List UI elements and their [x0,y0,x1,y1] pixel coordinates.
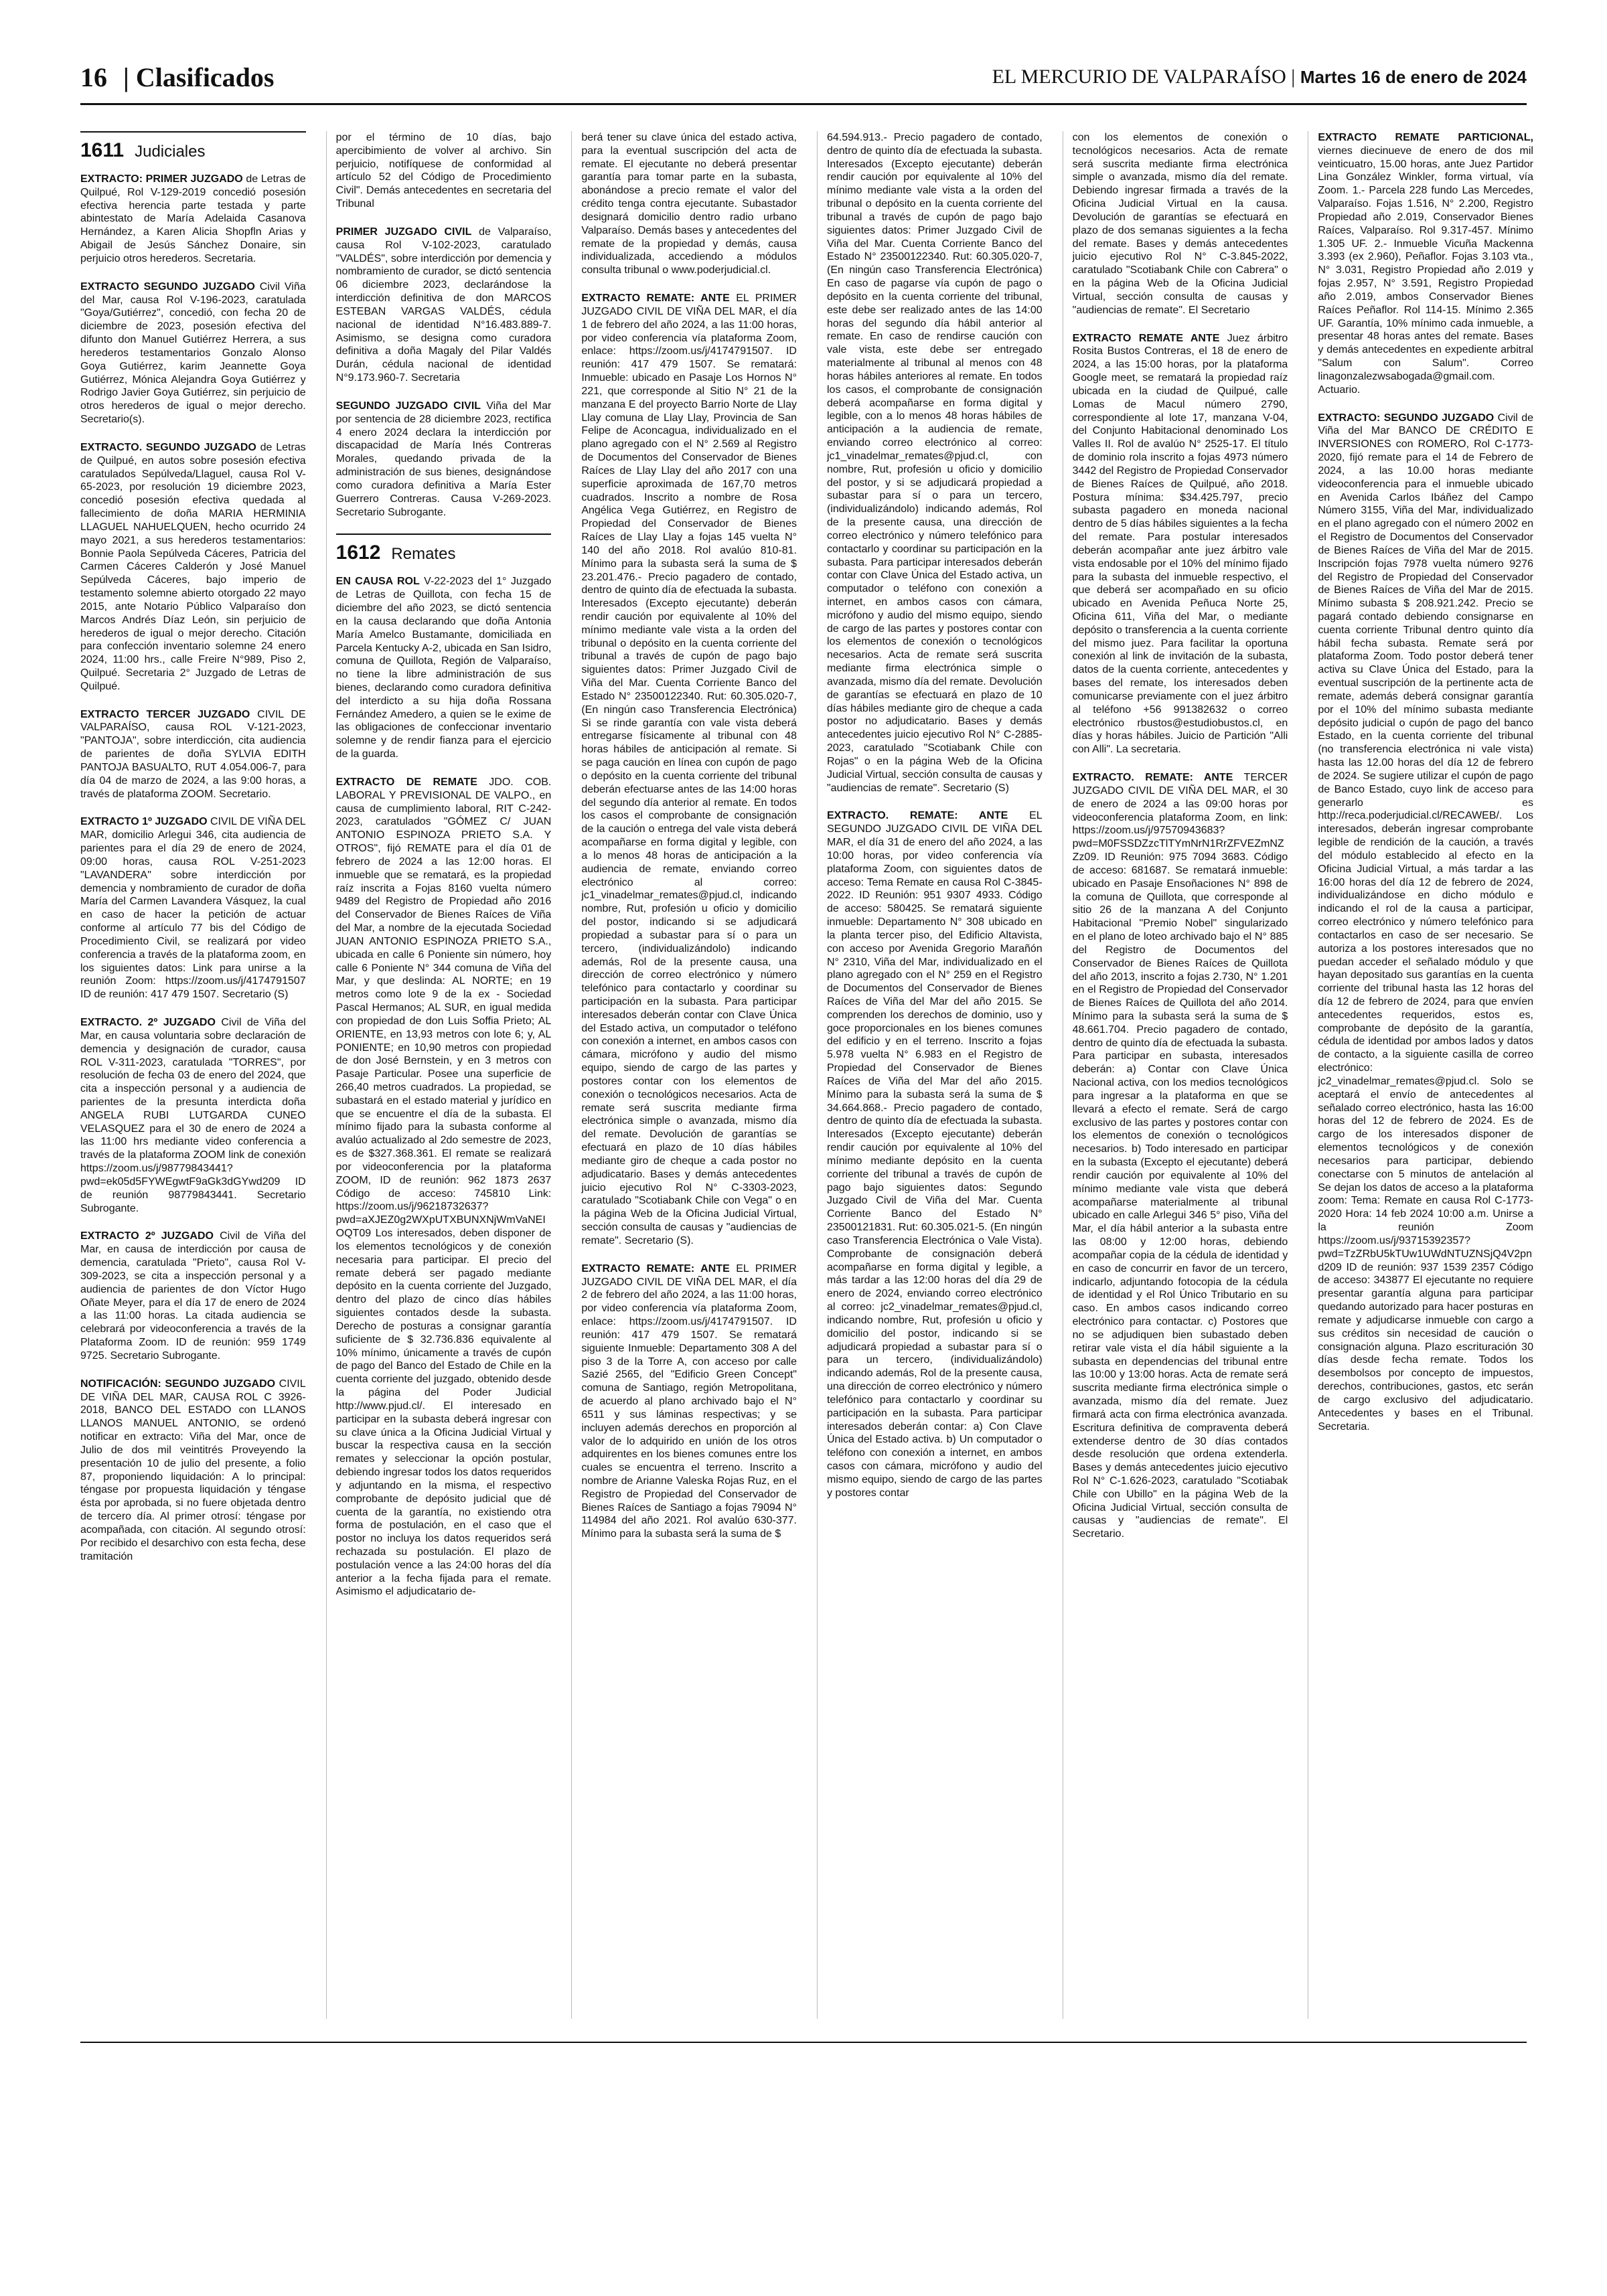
notice-body: 64.594.913.- Precio pagadero de contado, dentro de quinto día de efectuada la subasta. Interesados (Excepto ejecutante) deberán rendir caución por equivalente al 10% del mínimo mediante vale vista a la orden del tribunal o depósito en la cuenta corriente del tribunal a través de cupón de pago bajo siguientes datos: Primer Juzgado Civil de Viña del Mar. Cuenta Corriente Banco del Estado N° 23500122340. Rut: 60.305.020-7, (En ningún caso Transferencia Electrónica) En caso de pagarse vía cupón de pago o depósito en la cuenta corriente del tribunal, este debe ser realizado antes de las 14:00 horas del segundo día hábil anterior al remate. En caso de rendirse caución con vale vista, este debe ser entregado materialmente al tribunal al menos con 48 horas hábiles anteriores al remate. En todos los casos, el comprobante de consignación deberá acompañarse en forma digital y legible, con a lo menos 48 horas hábiles de anticipación a la audiencia de remate, enviando correo electrónico al correo: jc1_vinadelmar_remates@pjud.cl, con nombre, Rut, profesión u oficio y domicilio del postor, y si se adjudicará propiedad a subastar para sí o para un tercero, (individualizándolo) indicando además, Rol de la presente causa, una dirección de correo electrónico y número telefónico para contactarlo y coordinar su participación en la subasta. Para participar interesados deberán contar con Clave Única del Estado activa, un computador o teléfono con conexión a internet, en ambos casos con cámara, micrófono y audio del mismo equipo, siendo de cargo de las partes y postores contar con los elementos de conexión o tecnológicos necesarios. Acta de remate será suscrita mediante firma electrónica simple o avanzada, mismo día del remate. Devolución de garantías se efectuará en plazo de 10 días hábiles mediante giro de cheque a cada postor no adjudicatario. Bases y demás antecedentes juicio ejecutivo Rol N° C-2885-2023, caratulado "Scotiabank Chile con Rojas" o en la página Web de la Oficina Judicial Virtual, sección consulta de causas y "audiencias de remate". Secretario (S) [826,132,1043,794]
notice-body: EL PRIMER JUZGADO CIVIL DE VIÑA DEL MAR, el día 2 de febrero del año 2024, a las 11:00 horas, por video conferencia vía plataforma Zoom, enlace: https://zoom.us/j/4174791507. ID reunión: 417 479 1507. Se rematará siguiente Inmueble: Departamento 308 A del piso 3 de la Torre A, con acceso por calle Sazié 2565, del "Edificio Green Concept" comuna de Santiago, región Metropolitana, de acuerdo al plano archivado bajo el N° 6511 y sus láminas respectivas; y se incluyen además derechos en proporción al valor de lo adquirido en unión de los otros adquirentes en los bienes comunes entre los cuales se encuentra el terreno. Inscrito a nombre de Arianne Valeska Rojas Ruz, en el Registro de Propiedad del Conservador de Bienes Raíces de Santiago a fojas 79094 N° 114984 del año 2021. Rol avalúo 630-377. Mínimo para la subasta será la suma de $ [581,1262,797,1540]
notice-body: JDO. COB. LABORAL Y PREVISIONAL DE VALPO., en causa de cumplimiento laboral, RIT C-242-2023, caratulados "GÓMEZ C/ JUAN ANTONIO ESPINOZA PRIETO S.A. Y OTROS", fijó REMATE para el día 01 de febrero de 2024 a las 12:00 horas. El inmueble que se rematará, es la propiedad raíz inscrita a Fojas 8160 vuelta número 9489 del Registro de Propiedad año 2016 del Conservador de Bienes Raíces de Viña del Mar, a nombre de la ejecutada Sociedad JUAN ANTONIO ESPINOZA PRIETO S.A., ubicada en calle 6 Poniente sin número, hoy calle 6 Poniente N° 344 comuna de Viña del Mar, y que deslinda: AL NORTE; en 19 metros como lote 9 de la ex - Sociedad Pascal Hermanos; AL SUR, en igual medida con propiedad de don Luis Soffia Prieto; AL ORIENTE, en 13,93 metros con lote 6; y, AL PONIENTE; en 10,90 metros con propiedad de don José Bernstein, y en 3 metros con Pasaje Particular. Posee una superficie de 266,40 metros cuadrados. La propiedad, se subastará en el estado material y jurídico en que se encuentre el día de la subasta. El mínimo fijado para la subasta conforme al avalúo actualizado al 2do semestre de 2023, es de $327.368.361. El remate se realizará por videoconferencia por la plataforma ZOOM, ID de reunión: 962 1873 2637 Código de acceso: 745810 Link: https://zoom.us/j/96218732637?pwd=aXJEZ0g2WXpUTXBUNXNjWmVaNEIOQT09 Los interesados, deben disponer de los elementos tecnológicos y de conexión necesaria para participar. El precio del remate deberá ser pagado mediante depósito en la cuenta corriente del Juzgado, dentro del plazo de cinco días hábiles siguientes contados desde la subasta. Derecho de posturas a consignar garantía suficiente de $ 32.736.836 equivalente al 10% mínimo, únicamente a través de cupón de pago del Banco del Estado de Chile en la cuenta corriente del juzgado, obtenido desde la página del Poder Judicial http://www.pjud.cl/. El interesado en participar en la subasta deberá ingresar con su clave única a la Oficina Judicial Virtual y buscar la respectiva causa en la sección remates y seleccionar la opción postular, debiendo ingresar todos los datos requeridos y adjuntando en la misma, el respectivo comprobante de depósito judicial que dé cuenta de la garantía, no existiendo otra forma de postulación, en el caso que el postor no incluya los datos requeridos será rechazada su postulación. El plazo de postulación vence a las 24:00 horas del día anterior a la fecha fijada para el remate. Asimismo el adjudicatario de- [335,776,552,1598]
notice-lead: EXTRACTO REMATE PARTICIONAL, [1318,132,1533,143]
column-4 [817,131,1043,2019]
page-header [80,62,1527,105]
notice-lead: EXTRACTO REMATE: ANTE [581,1262,730,1275]
notice-body: de Letras de Quilpué, en autos sobre posesión efectiva caratulados Sepúlveda/Llaguel, causa Rol V-65-2023, por resolución 19 diciembre 2023, concedió posesión efectiva quedada al fallecimiento de doña MARIA HERMINIA LLAGUEL NAHUELQUEN, hecho ocurrido 24 mayo 2021, a sus herederos testamentarios: Bonnie Paola Sepúlveda Cáceres, Patricia del Carmen Cáceres Calderón y José Manuel Sepúlveda Cáceres, bajo imperio de testamento solemne abierto otorgado 22 mayo 2015, ante Notario Público Valparaíso don Marcos Andrés Díaz León, sin perjuicio de herederos de igual o mejor derecho. Citación para confección inventario solemne 24 enero 2024, 11:00 hrs., calle Freire N°989, Piso 2, Quilpué. Secretaria 2° Juzgado de Letras de Quilpué. [80,441,306,692]
legal-notice [80,1378,306,1564]
notice-body: Civil de Viña del Mar BANCO DE CRÉDITO E INVERSIONES con ROMERO, Rol C-1773-2020, fijó remate para el 14 de Febrero de 2024, a las 10.00 horas mediante videoconferencia para el inmueble ubicado en Avenida Carlos Ibáñez del Campo Número 3155, Viña del Mar, individualizado en el plano agregado con el número 2002 en el Registro de Documentos del Conservador de Bienes Raíces de Viña del Mar de 2015. Inscripción fojas 7978 vuelta número 9276 del Registro de Propiedad del Conservador de Bienes Raíces de Viña del Mar de 2015. Mínimo subasta $ 208.921.242. Precio se pagará contado debiendo consignarse en cuenta corriente Tribunal dentro quinto día hábil fecha subasta. Remate será por plataforma Zoom. Todo postor deberá tener activa su Clave Única del Estado, para la eventual suscripción de la pertinente acta de remate, además deberá consignar garantía por el 10% del mínimo subasta mediante depósito judicial o cupón de pago del banco Estado, en la cuenta corriente del tribunal (no transferencia electrónica ni vale vista) hasta las 12.00 horas del día 12 de febrero de 2024. Se sugiere utilizar el cupón de pago de Banco Estado, cuyo link de acceso para generarlo es http://reca.poderjudicial.cl/RECAWEB/. Los interesados, deberán ingresar comprobante legible de rendición de la caución, a través del módulo establecido al efecto en la Oficina Judicial Virtual, a más tardar a las 16:00 horas del día 12 de febrero de 2024, individualizándose en dicho módulo e indicando el rol de la causa a participar, correo electrónico y número telefónico para contactarlos en caso de ser necesario. Se autoriza a los postores interesados que no puedan acceder el señalado módulo y que hayan depositado sus garantías en la cuenta corriente del tribunal hasta las 12 horas del día 12 de febrero de 2024, para que envíen antecedentes requeridos, estos es, comprobante de depósito de la garantía, cédula de identidad por ambos lados y datos de contacto, a la siguiente casilla de correo electrónico: jc2_vinadelmar_remates@pjud.cl. Solo se aceptará el envío de antecedentes al señalado correo electrónico, hasta las 16:00 horas del 12 de febrero de 2024. Es de cargo de los interesados disponer de elementos tecnológicos y de conexión necesarios para participar, debiendo conectarse con 5 minutos de antelación al Se dejan los datos de acceso a la plataforma zoom: Tema: Remate en causa Rol C-1773-2020 Hora: 14 feb 2024 10:00 a.m. Unirse a la reunión Zoom https://zoom.us/j/93715392357?pwd=TzZRbU5kTUw1UWdNTUZNSjQ4V2pnd209 ID de reunión: 937 1539 2357 Código de acceso: 343877 El ejecutante no requiere presentar garantía alguna para participar quedando autorizado para hacer posturas en remate y adjudicarse inmueble con cargo a sus créditos sin necesidad de caución o consignación alguna. Plazo escrituración 30 días desde fecha remate. Todos los desembolsos por concepto de impuestos, derechos, contribuciones, gastos, etc serán de cargo exclusivo del adjudicatario. Antecedentes y bases en el Tribunal. Secretaria. [1318,412,1533,1432]
notice-body: Viña del Mar por sentencia de 28 diciembre 2023, rectifica 4 enero 2024 declara la interdicción por discapacidad de María Inés Contreras Morales, quedando privada de la administración de sus bienes, designándose como curadora definitiva a María Ester Guerrero Contreras. Causa V-269-2023. Secretario Subrogante. [335,400,552,518]
legal-notice [827,131,1043,795]
notice-lead: EXTRACTO: SEGUNDO JUZGADO [1318,412,1495,424]
notice-body: CIVIL DE VALPARAÍSO, causa ROL V-121-2023, "PANTOJA", sobre interdicción, cita audiencia de parientes de doña SYLVIA EDITH PANTOJA BASUALTO, RUT 4.054.006-7, para día 04 de marzo de 2024, a las 9:00 horas, a través de plataforma ZOOM. Secretario. [80,708,306,800]
notice-body: Civil de Viña del Mar, en causa voluntaria sobre declaración de demencia y designación de curador, causa ROL V-311-2023, caratulada "TORRES", por resolución de fecha 03 de enero del 2024, que cita a inspección personal y a audiencia de parientes de la presunta interdicta doña ANGELA RUBI LUTGARDA CUNEO VELASQUEZ para el 30 de enero de 2024 a las 11:00 hrs mediante video conferencia a través de la plataforma ZOOM link de conexión https://zoom.us/j/98779843441?pwd=ek05d5FYWEgwtF9aGk3dGYwd209 ID de reunión 98779843441. Secretario Subrogante. [80,1017,306,1214]
notice-lead: EXTRACTO. REMATE: ANTE [1072,772,1233,784]
notice-body: V-22-2023 del 1° Juzgado de Letras de Quillota, con fecha 15 de diciembre del año 2023, se dictó sentencia en la causa declarando que doña Antonia María Amelco Bustamante, domiciliada en Parcela Kentucky A-2, ubicada en San Isidro, comuna de Quillota, Región de Valparaíso, no tiene la libre administración de sus bienes, declarando como curadora definitiva del interdicto a su hija doña Rossana Fernández Amedero, a quien se le exime de las obligaciones de confeccionar inventario solemne y de rendir fianza para el ejercicio de la guarda. [335,576,552,760]
classifieds-columns [80,131,1533,2019]
notice-lead: EN CAUSA ROL [335,576,420,588]
masthead-separator: | [1291,66,1296,88]
category-number: 1611 [80,139,125,161]
notice-lead: EXTRACTO. SEGUNDO JUZGADO [80,441,256,453]
legal-notice [80,708,306,801]
legal-notice [1073,771,1288,1541]
legal-notice [827,809,1043,1499]
legal-notice [80,280,306,426]
legal-notice [1318,412,1533,1434]
legal-notice [1073,131,1288,317]
notice-body: Civil Viña del Mar, causa Rol V-196-2023, caratulada "Goya/Gutiérrez", concedió, con fecha 20 de diciembre de 2023, posesión efectiva del difunto don Manuel Gutiérrez Herrera, a sus herederos testamentarios Gonzalo Alonso Goya Gutiérrez, karim Jeannette Goya Gutiérrez, Mónica Alejandra Goya Gutiérrez y Rodrigo Javier Goya Gutiérrez, sin perjuicio de otros herederos de igual o mejor derecho. Secretario(s). [80,280,306,426]
issue-date: Martes 16 de enero de 2024 [1300,67,1527,87]
notice-body: TERCER JUZGADO CIVIL DE VIÑA DEL MAR, el 30 de enero de 2024 a las 09:00 horas por videoconferencia plataforma Zoom, en link: https://zoom.us/j/97570943683?pwd=M0FSSDZzcTlTYmNrN1RrZFVEZmNZZz09. ID Reunión: 975 7094 3683. Código de acceso: 681687. Se rematará inmueble: ubicado en Pasaje Ensoñaciones N° 898 de la comuna de Quillota, que corresponde al sitio 26 de la manzana A del Conjunto Habitacional "Premio Nobel" singularizado en el plano de loteo archivado bajo el N° 885 del Registro de Documentos del Conservador de Bienes Raíces de Quillota del año 2013, inscrito a fojas 2.730, N° 1.201 en el Registro de Propiedad del Conservador de Bienes Raíces de Quillota del año 2014. Mínimo para la subasta será la suma de $ 48.661.704. Precio pagadero de contado, dentro de quinto día de efectuada la subasta. Para participar en subasta, interesados deberán: a) Contar con Clave Única Nacional activa, con los medios tecnológicos para ingresar a la plataforma en que se llevará a efecto el remate. Será de cargo exclusivo de las partes y postores contar con los elementos de conexión o tecnológicos necesarios. b) Todo interesado en participar en la subasta (Excepto el ejecutante) deberá rendir caución por equivalente al 10% del mínimo mediante vale vista que deberá acompañarse materialmente al tribunal ubicado en calle Arlegui 346 5° piso, Viña del Mar, el día hábil anterior a la subasta entre las 08:00 y 12:00 horas, debiendo acompañar copia de la cédula de identidad y en caso de concurrir en favor de un tercero, indicarlo, adjuntando fotocopia de la cédula de identidad y el Rol Único Tributario en su caso. En ambos casos indicando correo electrónico para contactar. c) Postores que no se adjudiquen bien subastado deben retirar vale vista el día hábil siguiente a la subasta en dependencias del tribunal entre las 10:00 y 13:00 horas. Acta de remate será suscrita mediante firma electrónica simple o avanzada, mismo día del remate. Juez firmará acta con firma electrónica avanzada. Escritura definitiva de compraventa deberá extenderse dentro de 30 días contados desde resolución que ordena extenderla. Bases y demás antecedentes juicio ejecutivo Rol N° C-1.626-2023, caratulado "Scotiabak Chile con Ubillo" en la página Web de la Oficina Judicial Virtual, sección consulta de causas y "audiencias de remate". El Secretario. [1072,772,1288,1540]
notice-body: EL PRIMER JUZGADO CIVIL DE VIÑA DEL MAR, el día 1 de febrero del año 2024, a las 11:00 horas, por video conferencia vía plataforma Zoom, enlace: https://zoom.us/j/4174791507. ID reunión: 417 479 1507. Se rematará: Inmueble: ubicado en Pasaje Los Hornos N° 221, que corresponde al Sitio N° 21 de la manzana E del proyecto Barrio Norte de Llay Llay comuna de Llay Llay, Provincia de San Felipe de Aconcagua, individualizado en el plano agregado con el N° 2.569 al Registro de Documentos del Conservador de Bienes Raíces de Llay Llay del año 2017 con una superficie aproximada de 167,70 metros cuadrados. Inscrito a nombre de Rosa Angélica Vega Gutiérrez, en Registro de Propiedad del Conservador de Bienes Raíces de Llay Llay a fojas 145 vuelta N° 140 del año 2018. Rol avalúo 810-81. Mínimo para la subasta será la suma de $ 23.201.476.- Precio pagadero de contado, dentro de quinto día de efectuada la subasta. Interesados (Excepto ejecutante) deberán rendir caución por equivalente al 10% del mínimo mediante vale vista a la orden del tribunal o depósito en la cuenta corriente del tribunal a través de cupón de pago bajo siguientes datos: Primer Juzgado Civil de Viña del Mar. Cuenta Corriente Banco del Estado N° 23500122340. Rut: 60.305.020-7, (En ningún caso Transferencia Electrónica) Si se rinde garantía con vale vista deberá entregarse físicamente al tribunal con 48 horas hábiles de anticipación al remate. Si se paga caución en línea con cupón de pago o depósito en la cuenta corriente del tribunal deberán efectuarse antes de las 14:00 horas del segundo día anterior al remate. En todos los casos el comprobante de consignación de la caución o entrega del vale vista deberá acompañarse en forma digital y legible, con a lo menos 48 horas de anticipación a la audiencia de remate, enviando correo electrónico al correo: jc1_vinadelmar_remates@pjud.cl, indicando nombre, Rut, profesión u oficio y domicilio del postor, indicando si se adjudicará propiedad a subastar para sí o para un tercero, (individualizándolo) indicando además, Rol de la presente causa, una dirección de correo electrónico y número telefónico para contactarlo y coordinar su participación en la subasta. Para participar interesados deberán contar con Clave Única del Estado activa, un computador o teléfono con conexión a internet, en ambos casos con cámara, micrófono y audio del mismo equipo, siendo de cargo de las partes y postores contar con los elementos de conexión o tecnológicos necesarios. Acta de remate será suscrita mediante firma electrónica simple o avanzada, mismo día del remate. Devolución de garantías se efectuará en plazo de 10 días hábiles mediante giro de cheque a cada postor no adjudicatario. Bases y demás antecedentes juicio ejecutivo Rol N° C-3303-2023, caratulado "Scotiabank Chile con Vega" o en la página Web de la Oficina Judicial Virtual, sección consulta de causas y "audiencias de remate". Secretario (S). [581,293,797,1246]
column-3 [571,131,797,2019]
legal-notice [336,400,552,519]
legal-notice [80,173,306,266]
notice-body: Civil de Viña del Mar, en causa de interdicción por causa de demencia, caratulada "Prieto", causa Rol V-309-2023, se cita a inspección personal y a audiencia de parientes de don Víctor Hugo Oñate Meyer, para el día 17 de enero de 2024 a las 11:00 horas. La citada audiencia se celebrará por videoconferencia a través de la Plataforma Zoom. ID de reunión: 959 1749 9725. Secretario Subrogante. [80,1230,306,1362]
notice-lead: EXTRACTO. REMATE: ANTE [826,810,1008,822]
header-separator: | [123,62,129,92]
notice-body: berá tener su clave única del estado activa, para la eventual suscripción del acta de remate. El ejecutante no deberá presentar garantía para tomar parte en la subasta, abonándose a precio remate el valor del crédito tenga contra ejecutante. Subastador designará domicilio dentro radio urbano Valparaíso. Demás bases y antecedentes del remate de la propiedad y demás, causa individualizada, accediendo a módulos consulta tribunal o www.poderjudicial.cl. [581,132,797,276]
notice-lead: EXTRACTO TERCER JUZGADO [80,708,250,720]
column-1 [80,131,306,2019]
section-title [123,62,275,93]
legal-notice [80,441,306,693]
legal-notice [336,131,552,211]
legal-notice [1318,131,1533,397]
notice-lead: EXTRACTO REMATE: ANTE [581,293,730,305]
notice-body: CIVIL DE VIÑA DEL MAR, domicilio Arlegui 346, cita audiencia de parientes para el día 29 de enero de 2024, 09:00 horas, causa ROL V-251-2023 "LAVANDERA" sobre interdicción por demencia y nombramiento de curador de doña María del Carmen Lavandera Vásquez, la cual en caso de hacer la petición de actuar conforme al artículo 77 bis del Código de Procedimiento Civil, se realizará por video conferencia a través de la plataforma zoom, en los siguientes datos: Link para unirse a la reunión Zoom: https://zoom.us/j/4174791507 ID de reunión: 417 479 1507. Secretario (S) [80,816,306,1001]
category-header [80,131,306,162]
notice-body: de Letras de Quilpué, Rol V-129-2019 concedió posesión efectiva herencia parte testada y parte abintestato de María Adelaida Casanova Hernández, a Karen Alicia Shopfln Arias y Abigail de Jesús Sánchez Donaire, sin perjuicio otros herederos. Secretaria. [80,173,306,264]
legal-notice [336,226,552,385]
notice-body: CIVIL DE VIÑA DEL MAR, CAUSA ROL C 3926-2018, BANCO DEL ESTADO con LLANOS LLANOS MANUEL ANTONIO, se ordenó notificar en extracto: Viña del Mar, once de Julio de dos mil veintitrés Proveyendo la presentación 10 de julio del presente, a folio 87, proponiendo liquidación: A lo principal: téngase por propuesta liquidación y téngase ésta por aprobada, si no fuere objetada dentro de tercero día. Al primer otrosí: téngase por acompañada, con citación. Al segundo otrosí: Por recibido el desarchivo con esta fecha, dese tramitación [80,1378,306,1562]
legal-notice [80,1016,306,1215]
notice-body: EL SEGUNDO JUZGADO CIVIL DE VIÑA DEL MAR, el día 31 de enero del año 2024, a las 10:00 horas, por video conferencia vía plataforma Zoom, con siguientes datos de acceso: Tema Remate en causa Rol C-3845-2022. ID Reunión: 951 9307 4933. Código de acceso: 580425. Se rematará siguiente inmueble: Departamento N° 308 ubicado en la planta tercer piso, del Edificio Altavista, con acceso por Avenida Gregorio Marañón N° 2310, Viña del Mar, individualizado en el plano agregado con el N° 259 en el Registro de Documentos del Conservador de Bienes Raíces de Viña del Mar del año 2015. Se comprenden los derechos de dominio, uso y goce proporcionales en los bienes comunes del edificio y en el terreno. Inscrito a fojas 5.978 vuelta N° 6.983 en el Registro de Propiedad del Conservador de Bienes Raíces de Viña del Mar del año 2015. Mínimo para la subasta será la suma de $ 34.664.868.- Precio pagadero de contado, dentro de quinto día de efectuada la subasta. Interesados (Excepto ejecutante) deberán rendir caución por equivalente al 10% del mínimo mediante depósito en la cuenta corriente del tribunal a través de cupón de pago bajo siguientes datos: Segundo Juzgado Civil de Viña del Mar. Cuenta Corriente Banco del Estado N° 23500121831. Rut: 60.305.021-5. (En ningún caso Transferencia Electrónica o Vale Vista). Comprobante de consignación deberá acompañarse en forma digital y legible, a más tardar a las 12:00 horas del día 29 de enero de 2024, enviando correo electrónico al correo: jc2_vinadelmar_remates@pjud.cl, indicando nombre, Rut, profesión u oficio y domicilio del postor, indicando si se adjudicará propiedad a subastar para sí o para un tercero, (individualizándolo) indicando además, Rol de la presente causa, una dirección de correo electrónico y número telefónico para contactarlo y coordinar su participación en la subasta. Para participar interesados deberán contar: a) Con Clave Única del Estado activa. b) Un computador o teléfono con conexión a internet, en ambos casos con cámara, micrófono y audio del mismo equipo, siendo de cargo de las partes y postores contar [826,810,1043,1499]
column-5 [1063,131,1288,2019]
column-2 [326,131,552,2019]
legal-notice [80,815,306,1001]
legal-notice [336,776,552,1598]
legal-notice [581,292,797,1248]
notice-lead: EXTRACTO 2º JUZGADO [80,1230,214,1242]
notice-body: viernes diecinueve de enero de dos mil veinticuatro, 15.00 horas, ante Juez Partidor Lina González Winkler, forma virtual, vía Zoom. 1.- Parcela 228 fundo Las Mercedes, Valparaíso. Fojas 1.516, N° 2.200, Registro Propiedad año 2.019, Conservador Bienes Raíces, Valparaíso. Rol 9.317-457. Mínimo 1.305 UF. 2.- Inmueble Vicuña Mackenna 3.393 (ex 2.960), Peñaflor. Fojas 3.103 vta., N° 3.031, Registro Propiedad año 2.019 y fojas 2.957, N° 3.591, Registro Propiedad año 2.019, ambos Conservador Bienes Raíces Peñaflor. Rol 114-15. Mínimo 2.365 UF. Garantía, 10% mínimo cada inmueble, a presentar 48 horas antes del remate. Bases y demás antecedentes en expediente arbitral "Salum con Salum". Correo linagonzalezwsabogada@gmail.com. Actuario. [1318,145,1533,396]
notice-lead: SEGUNDO JUZGADO CIVIL [335,400,481,412]
page-number: 16 [80,62,107,92]
notice-body: de Valparaíso, causa Rol V-102-2023, caratulado "VALDÉS", sobre interdicción por demencia y nombramiento de curador, se dictó sentencia 06 diciembre 2023, declarándose la interdicción definitiva de don MARCOS ESTEBAN VARGAS VALDÉS, cédula nacional de identidad N°16.483.889-7. Asimismo, se designa como curadora definitiva a doña Magaly del Pilar Valdés Durán, cédula nacional de identidad N°9.173.960-7. Secretaria [335,226,552,384]
legal-notice [581,131,797,277]
notice-body: con los elementos de conexión o tecnológicos necesarios. Acta de remate será suscrita mediante firma electrónica simple o avanzada, mismo día del remate. Debiendo ingresar firmada a través de la Oficina Judicial Virtual en la causa. Devolución de garantías se efectuará en plazo de dos semanas siguientes a la fecha del remate. Bases y demás antecedentes juicio ejecutivo Rol N° C-3.845-2022, caratulado "Scotiabank Chile con Cabrera" o en la página Web de la Oficina Judicial Virtual, sección consulta de causas y "audiencias de remate". El Secretario [1072,132,1288,316]
legal-notice [1073,332,1288,757]
notice-lead: EXTRACTO SEGUNDO JUZGADO [80,280,255,293]
newspaper-name: EL MERCURIO DE VALPARAÍSO [992,66,1286,88]
notice-lead: EXTRACTO REMATE ANTE [1072,332,1220,344]
notice-lead: NOTIFICACIÓN: SEGUNDO JUZGADO [80,1378,276,1390]
column-6 [1308,131,1533,2019]
legal-notice [80,1230,306,1362]
notice-lead: PRIMER JUZGADO CIVIL [335,226,472,238]
category-name: Judiciales [135,143,206,161]
notice-lead: EXTRACTO: PRIMER JUZGADO [80,173,243,185]
notice-lead: EXTRACTO DE REMATE [335,776,477,788]
category-name: Remates [391,545,456,564]
notice-body: por el término de 10 días, bajo apercibimiento de volver al archivo. Sin perjuicio, notifíquese de conformidad al artículo 52 del Código de Procedimiento Civil". Demás antecedentes en secretaria del Tribunal [335,132,552,210]
notice-lead: EXTRACTO 1º JUZGADO [80,816,208,828]
notice-lead: EXTRACTO. 2º JUZGADO [80,1017,216,1029]
legal-notice [581,1262,797,1541]
bottom-rule [80,2042,1527,2043]
category-number: 1612 [335,542,381,564]
notice-body: Juez árbitro Rosita Bustos Contreras, el 18 de enero de 2024, a las 15:00 horas, por la plataforma Google meet, se rematará la propiedad raíz ubicada en la ciudad de Quilpué, calle Lomas de Macul número 2790, correspondiente al lote 17, manzana V-04, del Conjunto Habitacional denominado Los Valles II. Rol de avalúo N° 2525-17. El título de dominio rola inscrito a fojas 4973 número 3442 del Registro de Propiedad Conservador de Bienes Raíces de Quilpué, año 2018. Postura mínima: $34.425.797, precio subasta pagadero en moneda nacional dentro de 5 días hábiles siguientes a la fecha del remate. Para postular interesados deberán acompañar ante juez árbitro vale vista endosable por el 10% del mínimo fijado para la subasta del inmueble respectivo, el que deberá ser acompañado en su oficio ubicado en Avenida Peñuca Norte 25, Oficina 611, Viña del Mar, o mediante depósito o transferencia a la cuenta corriente del mismo juez. Para facilitar la oportuna conexión al link de invitación de la subasta, datos de la cuenta corriente, antecedentes y bases del remate, los interesados deben comunicarse previamente con el juez árbitro al teléfono +56 991382632 o correo electrónico rbustos@estudiobustos.cl, en días y horas hábiles. Juicio de Partición "Alli con Alli". La secretaria. [1072,332,1288,756]
category-header [336,534,552,564]
masthead [992,66,1527,88]
legal-notice [336,575,552,761]
section-name: Clasificados [135,62,275,92]
